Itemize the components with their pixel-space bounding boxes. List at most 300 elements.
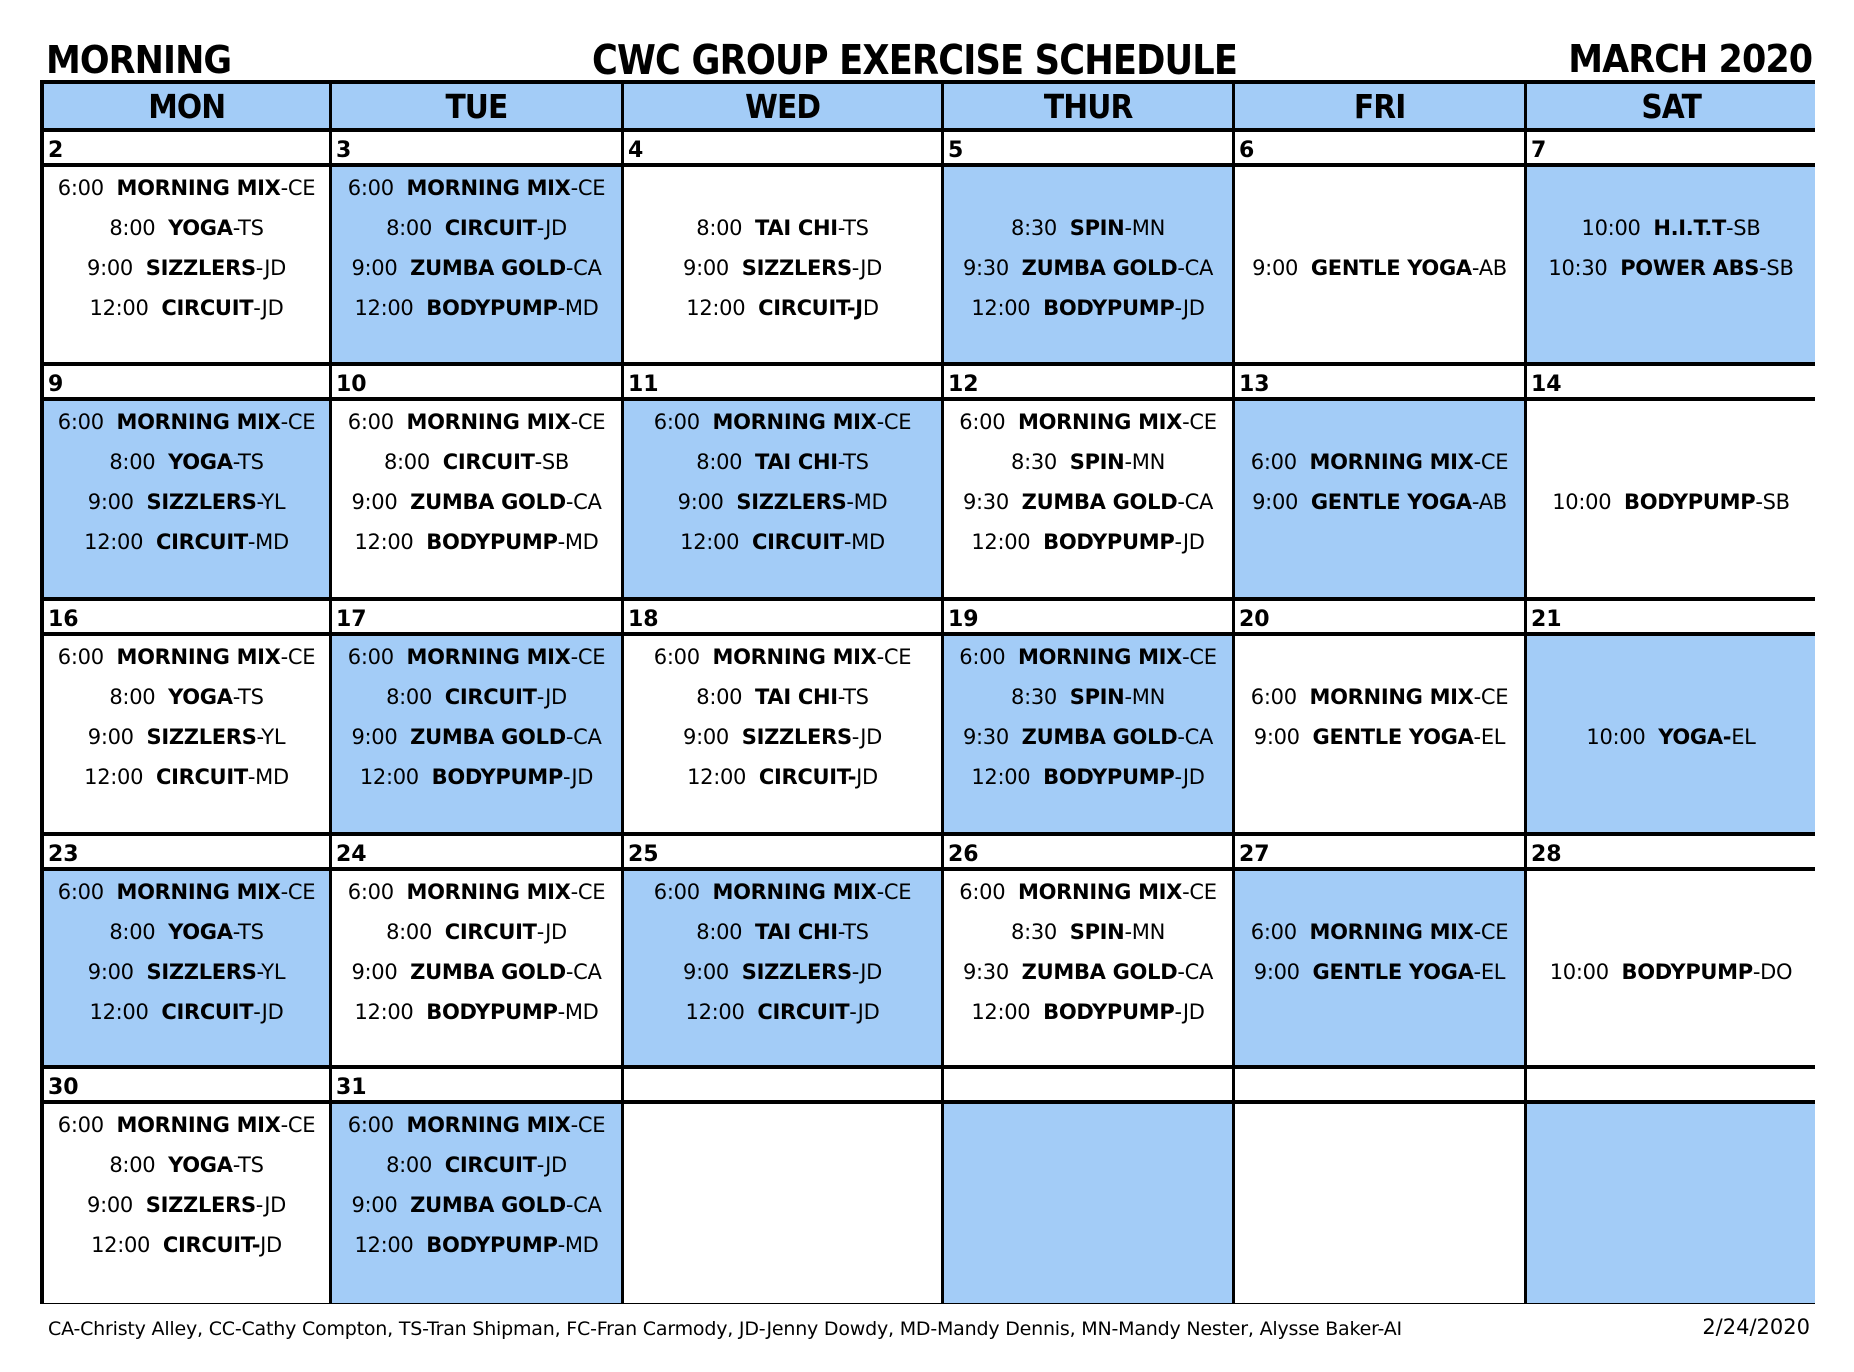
date-number <box>624 1069 944 1104</box>
class-entry[interactable] <box>44 295 329 321</box>
class-entry[interactable] <box>44 919 329 945</box>
page-title: CWC GROUP EXERCISE SCHEDULE <box>592 36 1238 84</box>
day-cell[interactable] <box>1235 401 1527 601</box>
class-entry[interactable] <box>332 215 621 241</box>
class-entry[interactable] <box>1235 724 1524 750</box>
class-name: MORNING MIX <box>1309 685 1474 709</box>
day-cell[interactable] <box>44 636 332 836</box>
class-entry[interactable] <box>944 959 1232 985</box>
instructor-code: -CE <box>280 645 316 669</box>
class-name: CIRCUIT <box>155 530 248 554</box>
class-name: CIRCUIT <box>155 765 248 789</box>
instructor-code: -MD <box>846 490 888 514</box>
class-entry[interactable] <box>1235 959 1524 985</box>
date-number: 30 <box>44 1069 332 1104</box>
class-time: 12:00 <box>84 765 144 789</box>
class-entry[interactable] <box>44 1112 329 1138</box>
class-entry[interactable] <box>44 1192 329 1218</box>
class-entry[interactable] <box>1527 489 1815 515</box>
class-entry[interactable] <box>624 489 941 515</box>
class-time: 9:00 <box>1252 256 1299 280</box>
class-name: MORNING MIX <box>116 1113 281 1137</box>
class-entry[interactable] <box>332 999 621 1025</box>
class-name: MORNING MIX <box>116 880 281 904</box>
class-time: 6:00 <box>653 410 700 434</box>
date-number: 7 <box>1527 132 1815 167</box>
instructor-code: -JD <box>1174 765 1205 789</box>
class-name: CIRCUIT <box>444 685 537 709</box>
class-entry[interactable] <box>44 255 329 281</box>
class-entry[interactable] <box>1527 255 1815 281</box>
class-entry[interactable] <box>332 295 621 321</box>
day-cell[interactable] <box>1235 871 1527 1069</box>
class-entry[interactable] <box>624 449 941 475</box>
instructor-code: -EL <box>1473 725 1506 749</box>
class-entry[interactable] <box>44 724 329 750</box>
day-cell[interactable] <box>944 1104 1235 1303</box>
instructor-code: -CE <box>1182 880 1217 904</box>
class-name: H.I.T.T <box>1653 216 1727 240</box>
instructor-code: -TS <box>232 685 264 709</box>
class-entry[interactable] <box>44 529 329 555</box>
class-entry[interactable] <box>332 529 621 555</box>
instructor-code: -TS <box>837 450 869 474</box>
class-name: MORNING MIX <box>406 176 571 200</box>
class-entry[interactable] <box>624 409 941 435</box>
day-cell[interactable] <box>1235 1104 1527 1303</box>
class-name: BODYPUMP <box>431 765 563 789</box>
instructor-code: -CE <box>570 1113 606 1137</box>
class-entry[interactable] <box>624 644 941 670</box>
class-entry[interactable] <box>944 409 1232 435</box>
class-time: 6:00 <box>347 645 394 669</box>
day-cell[interactable] <box>624 636 944 836</box>
instructor-code: -JD <box>562 765 594 789</box>
class-name: SPIN <box>1069 685 1125 709</box>
class-entry[interactable] <box>624 295 941 321</box>
class-name: MORNING MIX <box>116 645 281 669</box>
instructor-code: -SB <box>534 450 570 474</box>
instructor-code: -JD <box>536 216 567 240</box>
class-entry[interactable] <box>624 999 941 1025</box>
class-time: 9:00 <box>1252 490 1299 514</box>
day-cell[interactable] <box>624 401 944 601</box>
class-entry[interactable] <box>624 879 941 905</box>
class-time: 12:00 <box>971 765 1031 789</box>
class-name: GENTLE YOGA <box>1312 725 1474 749</box>
class-entry[interactable] <box>332 764 621 790</box>
class-entry[interactable] <box>1235 919 1524 945</box>
class-time: 9:00 <box>351 256 398 280</box>
class-name: BODYPUMP <box>426 530 558 554</box>
class-name: GENTLE YOGA <box>1310 256 1472 280</box>
class-name: CIRCUIT <box>444 1153 537 1177</box>
class-time: 9:00 <box>351 725 398 749</box>
class-name: SPIN <box>1069 216 1125 240</box>
class-time: 12:00 <box>91 1233 151 1257</box>
instructor-code: -DO <box>1752 960 1793 984</box>
class-entry[interactable] <box>1235 255 1524 281</box>
month-label: MARCH 2020 <box>1568 37 1812 81</box>
class-time: 8:00 <box>696 685 743 709</box>
instructor-code: D <box>862 296 879 320</box>
class-entry[interactable] <box>624 529 941 555</box>
date-number: 20 <box>1235 601 1527 636</box>
instructor-code: -CA <box>565 960 602 984</box>
class-name: CIRCUIT <box>161 296 254 320</box>
class-entry[interactable] <box>332 449 621 475</box>
instructor-code: -CA <box>565 256 602 280</box>
class-entry[interactable] <box>44 409 329 435</box>
class-time: 8:00 <box>109 216 156 240</box>
instructor-code: -JD <box>536 1153 567 1177</box>
class-entry[interactable] <box>332 489 621 515</box>
instructor-code: -JD <box>255 1193 286 1217</box>
date-number: 6 <box>1235 132 1527 167</box>
instructor-code: -CE <box>570 880 606 904</box>
class-entry[interactable] <box>332 409 621 435</box>
instructor-code: -CE <box>280 176 316 200</box>
day-header-label: FRI <box>1353 87 1406 126</box>
instructor-code: -CE <box>570 410 606 434</box>
class-time: 9:00 <box>87 960 134 984</box>
class-entry[interactable] <box>332 1232 621 1258</box>
class-time: 9:00 <box>87 725 134 749</box>
class-time: 8:00 <box>386 685 433 709</box>
class-entry[interactable] <box>332 255 621 281</box>
class-entry[interactable] <box>1527 959 1815 985</box>
class-name: MORNING MIX <box>116 410 281 434</box>
class-name: SIZZLERS <box>741 256 852 280</box>
instructor-code: -CA <box>1177 960 1214 984</box>
class-time: 9:00 <box>351 1193 398 1217</box>
class-entry[interactable] <box>1235 684 1524 710</box>
instructor-code: -CA <box>565 490 602 514</box>
class-entry[interactable] <box>1235 449 1524 475</box>
class-entry[interactable] <box>44 999 329 1025</box>
class-name: ZUMBA GOLD <box>1021 256 1178 280</box>
class-entry[interactable] <box>332 175 621 201</box>
instructor-code: JD <box>856 765 878 789</box>
date-number: 23 <box>44 836 332 871</box>
class-entry[interactable] <box>332 1192 621 1218</box>
class-time: 6:00 <box>1250 920 1297 944</box>
instructor-code: -JD <box>851 960 882 984</box>
day-header-label: TUE <box>445 87 508 126</box>
class-name: MORNING MIX <box>406 880 571 904</box>
class-time: 12:00 <box>354 296 414 320</box>
class-name: YOGA- <box>1658 725 1732 749</box>
class-entry[interactable] <box>944 529 1232 555</box>
class-time: 9:00 <box>1253 960 1300 984</box>
class-time: 12:00 <box>687 765 747 789</box>
class-name: GENTLE YOGA <box>1310 490 1472 514</box>
class-time: 12:00 <box>680 530 740 554</box>
class-time: 8:00 <box>696 450 743 474</box>
date-number: 4 <box>624 132 944 167</box>
class-entry[interactable] <box>944 919 1232 945</box>
class-time: 6:00 <box>347 176 394 200</box>
date-number: 25 <box>624 836 944 871</box>
day-cell[interactable] <box>944 871 1235 1069</box>
class-name: MORNING MIX <box>406 410 571 434</box>
day-header-sat <box>1527 84 1815 132</box>
instructor-code: -CA <box>565 725 602 749</box>
class-name: BODYPUMP <box>1043 1000 1175 1024</box>
class-entry[interactable] <box>624 255 941 281</box>
class-entry[interactable] <box>44 1232 329 1258</box>
class-entry[interactable] <box>332 1112 621 1138</box>
class-name: CIRCUIT <box>751 530 844 554</box>
class-entry[interactable] <box>944 255 1232 281</box>
day-cell[interactable] <box>44 1104 332 1303</box>
class-time: 8:30 <box>1011 216 1057 240</box>
class-name: MORNING MIX <box>406 645 571 669</box>
instructor-code: -CE <box>876 880 912 904</box>
class-name: YOGA <box>168 920 233 944</box>
class-entry[interactable] <box>332 684 621 710</box>
day-cell[interactable] <box>1527 636 1815 836</box>
instructor-code: -TS <box>232 920 264 944</box>
class-time: 8:00 <box>696 216 743 240</box>
session-label: MORNING <box>46 38 232 82</box>
day-cell[interactable] <box>332 401 624 601</box>
class-entry[interactable] <box>944 724 1232 750</box>
instructor-code: -SB <box>1726 216 1761 240</box>
class-entry[interactable] <box>44 644 329 670</box>
day-cell[interactable] <box>1527 401 1815 601</box>
class-entry[interactable] <box>332 1152 621 1178</box>
revision-date: 2/24/2020 <box>1702 1315 1810 1339</box>
instructor-code: -CE <box>570 645 606 669</box>
class-time: 12:00 <box>354 1000 414 1024</box>
class-time: 10:00 <box>1581 216 1641 240</box>
class-time: 8:00 <box>109 450 156 474</box>
class-time: 8:00 <box>386 216 433 240</box>
class-time: 9:30 <box>962 256 1009 280</box>
class-time: 9:30 <box>962 725 1009 749</box>
class-time: 10:30 <box>1548 256 1608 280</box>
instructor-code: -SB <box>1759 256 1794 280</box>
class-name: MORNING MIX <box>406 1113 571 1137</box>
day-cell[interactable] <box>44 871 332 1069</box>
day-cell[interactable] <box>624 871 944 1069</box>
class-entry[interactable] <box>624 724 941 750</box>
day-header-label: THUR <box>1043 87 1133 126</box>
day-cell[interactable] <box>44 401 332 601</box>
instructor-code: -MD <box>247 530 289 554</box>
class-name: CIRCUIT <box>444 920 537 944</box>
date-number: 19 <box>944 601 1235 636</box>
class-entry[interactable] <box>624 919 941 945</box>
class-entry[interactable] <box>332 879 621 905</box>
class-name: MORNING MIX <box>712 880 877 904</box>
class-entry[interactable] <box>944 644 1232 670</box>
class-time: 8:00 <box>386 1153 433 1177</box>
class-entry[interactable] <box>1527 215 1815 241</box>
class-name: SIZZLERS <box>146 725 257 749</box>
class-name: YOGA <box>168 450 233 474</box>
class-name: ZUMBA GOLD <box>1021 725 1178 749</box>
date-number: 28 <box>1527 836 1815 871</box>
date-number: 12 <box>944 366 1235 401</box>
class-time: 10:00 <box>1586 725 1646 749</box>
class-entry[interactable] <box>624 764 941 790</box>
class-name: GENTLE YOGA <box>1312 960 1474 984</box>
instructor-code: -TS <box>837 685 869 709</box>
class-time: 12:00 <box>686 296 746 320</box>
class-name: YOGA <box>168 685 233 709</box>
class-time: 6:00 <box>959 645 1006 669</box>
instructor-code: -EL <box>1473 960 1506 984</box>
date-number <box>1235 1069 1527 1104</box>
instructor-code: -CE <box>280 880 316 904</box>
date-number: 17 <box>332 601 624 636</box>
class-entry[interactable] <box>624 959 941 985</box>
class-time: 8:30 <box>1011 450 1057 474</box>
class-name: MORNING MIX <box>1309 920 1474 944</box>
class-name: BODYPUMP <box>1621 960 1753 984</box>
instructor-code: -TS <box>232 450 264 474</box>
instructor-code: -YL <box>256 960 286 984</box>
class-entry[interactable] <box>944 215 1232 241</box>
day-cell[interactable] <box>332 871 624 1069</box>
class-entry[interactable] <box>1527 724 1815 750</box>
class-entry[interactable] <box>944 489 1232 515</box>
class-entry[interactable] <box>944 879 1232 905</box>
class-name: SIZZLERS <box>736 490 847 514</box>
class-entry[interactable] <box>44 684 329 710</box>
class-time: 10:00 <box>1549 960 1609 984</box>
instructor-code: -SB <box>1755 490 1790 514</box>
day-cell[interactable] <box>944 636 1235 836</box>
class-time: 12:00 <box>971 530 1031 554</box>
class-entry[interactable] <box>44 489 329 515</box>
class-name: SIZZLERS <box>741 725 852 749</box>
class-entry[interactable] <box>1235 489 1524 515</box>
instructor-code: -AB <box>1471 490 1507 514</box>
class-time: 9:00 <box>351 960 398 984</box>
class-entry[interactable] <box>44 215 329 241</box>
class-time: 9:00 <box>351 490 398 514</box>
class-time: 9:30 <box>962 960 1009 984</box>
instructor-code: -CE <box>1473 450 1509 474</box>
day-header-tue <box>332 84 624 132</box>
instructor-code: -CA <box>1177 256 1214 280</box>
day-cell[interactable] <box>1527 871 1815 1069</box>
class-entry[interactable] <box>944 764 1232 790</box>
class-entry[interactable] <box>332 644 621 670</box>
class-time: 6:00 <box>57 1113 104 1137</box>
class-entry[interactable] <box>44 764 329 790</box>
instructor-code: -MD <box>557 530 599 554</box>
date-number <box>944 1069 1235 1104</box>
class-entry[interactable] <box>44 879 329 905</box>
instructor-code: -JD <box>1174 530 1205 554</box>
class-time: 9:30 <box>962 490 1009 514</box>
class-name: MORNING MIX <box>1018 880 1183 904</box>
day-cell[interactable] <box>1527 1104 1815 1303</box>
class-entry[interactable] <box>44 1152 329 1178</box>
class-time: 12:00 <box>359 765 419 789</box>
day-cell[interactable] <box>944 167 1235 366</box>
instructor-code: EL <box>1731 725 1756 749</box>
instructor-code: -CE <box>876 410 912 434</box>
class-name: BODYPUMP <box>426 296 558 320</box>
instructor-code: -JD <box>1174 296 1205 320</box>
instructor-code: -JD <box>253 1000 284 1024</box>
instructor-code: -JD <box>255 256 286 280</box>
class-name: BODYPUMP <box>1043 765 1175 789</box>
class-name: ZUMBA GOLD <box>410 960 566 984</box>
class-name: MORNING MIX <box>1309 450 1474 474</box>
instructor-code: -MD <box>557 296 599 320</box>
class-entry[interactable] <box>944 999 1232 1025</box>
day-cell[interactable] <box>332 636 624 836</box>
class-name: SIZZLERS <box>146 490 257 514</box>
day-header-label: MON <box>148 87 225 126</box>
class-name: SPIN <box>1069 920 1125 944</box>
class-entry[interactable] <box>332 724 621 750</box>
class-time: 8:00 <box>383 450 430 474</box>
class-entry[interactable] <box>332 959 621 985</box>
class-time: 8:30 <box>1011 920 1057 944</box>
day-cell[interactable] <box>1235 636 1527 836</box>
class-entry[interactable] <box>624 215 941 241</box>
class-time: 9:00 <box>1253 725 1300 749</box>
day-cell[interactable] <box>1235 167 1527 366</box>
instructor-code: -MD <box>557 1233 599 1257</box>
class-entry[interactable] <box>944 449 1232 475</box>
instructor-code: -YL <box>256 490 286 514</box>
day-cell[interactable] <box>1527 167 1815 366</box>
class-name: MORNING MIX <box>1018 410 1183 434</box>
instructor-code: -MN <box>1124 920 1165 944</box>
class-time: 6:00 <box>57 176 104 200</box>
day-cell[interactable] <box>44 167 332 366</box>
class-name: TAI CHI <box>755 685 838 709</box>
date-number: 10 <box>332 366 624 401</box>
class-entry[interactable] <box>44 959 329 985</box>
day-cell[interactable] <box>332 167 624 366</box>
class-time: 6:00 <box>57 410 104 434</box>
day-cell[interactable] <box>944 401 1235 601</box>
class-time: 8:00 <box>109 1153 156 1177</box>
day-header-mon <box>44 84 332 132</box>
class-entry[interactable] <box>624 684 941 710</box>
day-cell[interactable] <box>332 1104 624 1303</box>
class-entry[interactable] <box>944 684 1232 710</box>
class-entry[interactable] <box>944 295 1232 321</box>
instructor-code: -CE <box>280 1113 316 1137</box>
instructor-code: -MD <box>247 765 289 789</box>
day-cell[interactable] <box>624 167 944 366</box>
class-name: TAI CHI <box>755 920 838 944</box>
class-name: CIRCUIT <box>161 1000 254 1024</box>
class-name: ZUMBA GOLD <box>410 725 566 749</box>
class-entry[interactable] <box>44 449 329 475</box>
class-time: 8:00 <box>109 685 156 709</box>
day-cell[interactable] <box>624 1104 944 1303</box>
date-number: 31 <box>332 1069 624 1104</box>
instructor-code: -MD <box>843 530 885 554</box>
class-entry[interactable] <box>44 175 329 201</box>
class-entry[interactable] <box>332 919 621 945</box>
instructor-code: -CA <box>1177 725 1214 749</box>
instructor-code: -MN <box>1124 450 1165 474</box>
instructor-code: -CE <box>1182 410 1217 434</box>
instructor-code: -CE <box>1473 685 1509 709</box>
